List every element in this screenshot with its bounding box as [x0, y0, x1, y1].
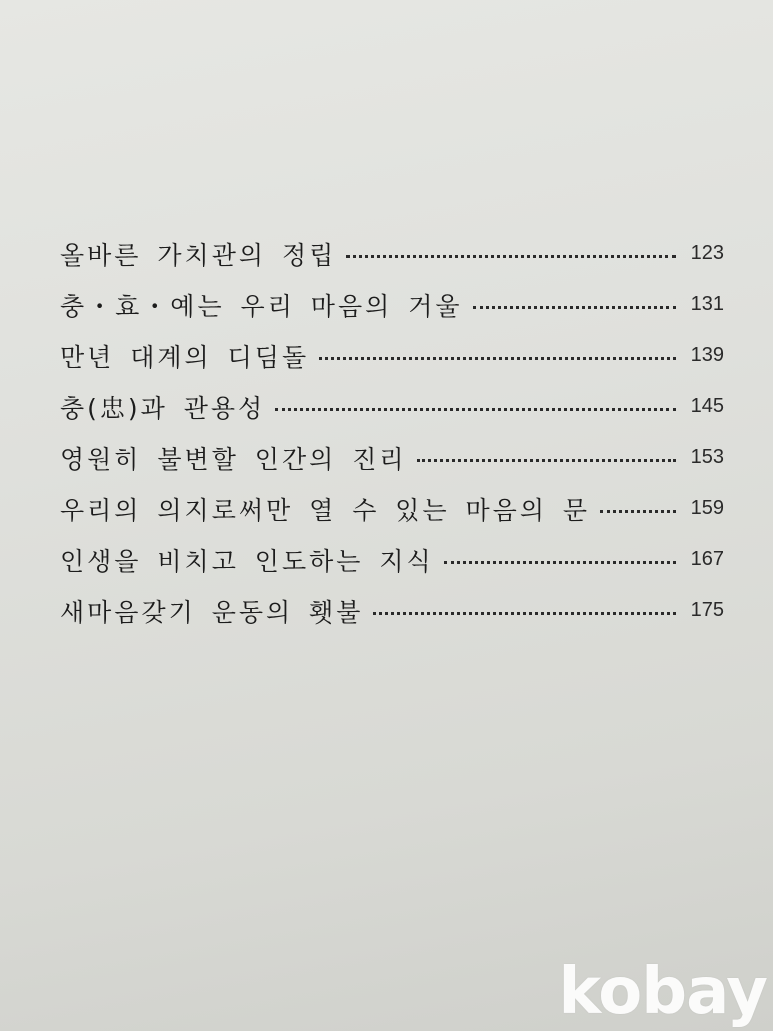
toc-entry-page: 123 [690, 242, 724, 264]
dot-leader [444, 561, 676, 564]
toc-entry-title: 충(忠)과 관용성 [60, 393, 266, 423]
toc-entry [60, 228, 724, 279]
toc-entry [60, 585, 724, 636]
watermark-logo: kobay [558, 955, 767, 1029]
dot-leader [275, 408, 676, 411]
toc-entry [60, 330, 724, 381]
dot-leader [600, 510, 676, 513]
toc-entry-page: 175 [690, 599, 724, 621]
toc-entry-page: 139 [690, 344, 724, 366]
toc-entry [60, 483, 724, 534]
toc-entry-title: 우리의 의지로써만 열 수 있는 마음의 문 [60, 495, 591, 525]
dot-leader [319, 357, 676, 360]
toc-entry-page: 159 [690, 497, 724, 519]
dot-leader [373, 612, 676, 615]
toc-entry [60, 279, 724, 330]
toc-entry-title: 인생을 비치고 인도하는 지식 [60, 546, 434, 576]
dot-leader [473, 306, 677, 309]
toc-entry-title: 충・효・예는 우리 마음의 거울 [60, 291, 463, 321]
table-of-contents [60, 228, 724, 636]
toc-entry-title: 만년 대계의 디딤돌 [60, 342, 310, 372]
toc-entry-title: 새마음갖기 운동의 횃불 [60, 597, 364, 627]
toc-entry-page: 167 [690, 548, 724, 570]
toc-entry-page: 145 [690, 395, 724, 417]
toc-entry [60, 432, 724, 483]
dot-leader [417, 459, 677, 462]
toc-entry-page: 131 [690, 293, 724, 315]
toc-entry [60, 534, 724, 585]
toc-entry-title: 올바른 가치관의 정립 [60, 240, 337, 270]
dot-leader [346, 255, 676, 258]
toc-entry-title: 영원히 불변할 인간의 진리 [60, 444, 407, 474]
toc-entry [60, 381, 724, 432]
toc-entry-page: 153 [690, 446, 724, 468]
